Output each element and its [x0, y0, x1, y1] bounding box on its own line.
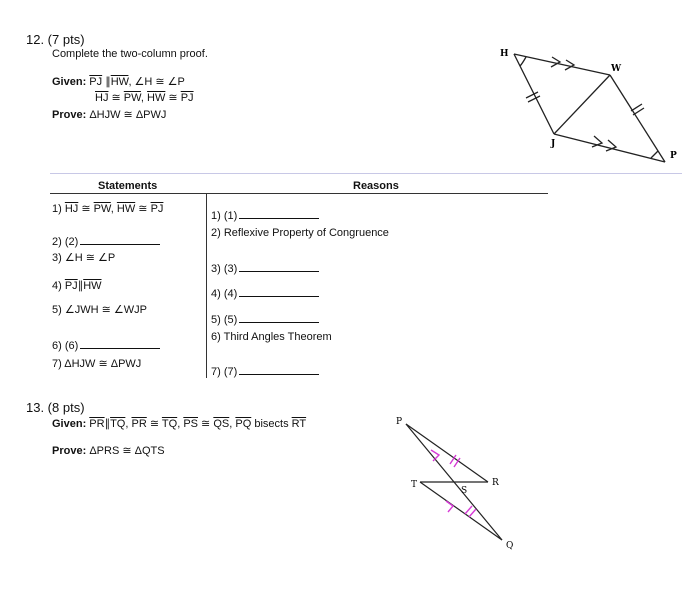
statement-2 [52, 234, 160, 248]
congruent-sign: ≅ [198, 418, 214, 430]
diagonal-jw-line [554, 75, 610, 134]
reason-7-label: 7) (7) [211, 366, 238, 378]
congruent-sign: ≅ [78, 203, 94, 215]
reason-7-blank[interactable] [239, 364, 319, 375]
segment-hw: $\overline{HW}$ [83, 280, 102, 292]
reason-3-blank[interactable] [239, 261, 319, 272]
prove-label: Prove: [52, 109, 87, 121]
tick-mark-icon [469, 509, 476, 517]
segment-hj: $\overline{HJ}$ [95, 92, 109, 104]
vertex-label-p: P [670, 151, 677, 161]
parallel-symbol: ∥ [105, 76, 111, 88]
segment-pj: $\overline{PJ}$ [150, 203, 164, 215]
vertex-label-w: W [611, 64, 622, 74]
separator: , [125, 418, 132, 430]
quadrilateral-figure [490, 40, 690, 170]
vertex-label-r: R [492, 478, 499, 488]
reason-2: 2) Reflexive Property of Congruence [211, 227, 389, 239]
segment-hw: $\overline{HW}$ [110, 76, 129, 88]
prove-statement: ΔPRS ≅ ΔQTS [89, 445, 165, 457]
statement-6-blank[interactable] [80, 338, 160, 349]
angle-arc-icon [520, 57, 526, 66]
angle-arc-icon [651, 151, 658, 158]
statement-3: 3) ∠H ≅ ∠P [52, 252, 116, 264]
statement-number: 1) [52, 203, 65, 215]
separator: , [229, 418, 236, 430]
bowtie-figure [390, 410, 530, 555]
statement-1 [52, 202, 163, 215]
reason-1 [211, 208, 319, 222]
reason-4-blank[interactable] [239, 286, 319, 297]
vertex-label-s: S [461, 486, 468, 496]
separator: , [177, 418, 184, 430]
table-header-rule [50, 193, 548, 194]
statement-2-blank[interactable] [80, 234, 160, 245]
reason-4 [211, 286, 319, 300]
statement-number: 4) [52, 280, 65, 292]
separator: , [140, 92, 148, 104]
problem-13-prove [52, 444, 165, 457]
reason-1-label: 1) (1) [211, 210, 238, 222]
reason-7 [211, 364, 319, 378]
statement-7: 7) ΔHJW ≅ ΔPWJ [52, 358, 142, 370]
problem-12-instruction: Complete the two-column proof. [52, 48, 208, 60]
reason-3-label: 3) (3) [211, 263, 238, 275]
reason-3 [211, 261, 319, 275]
segment-pj: $\overline{PJ}$ [89, 76, 103, 88]
reasons-header: Reasons [353, 180, 399, 192]
statement-2-label: 2) (2) [52, 236, 79, 248]
reason-1-blank[interactable] [239, 208, 319, 219]
reason-4-label: 4) (4) [211, 288, 238, 300]
segment-pj-line [554, 134, 665, 162]
statement-4 [52, 279, 102, 292]
problem-12-given-line2 [95, 91, 194, 104]
reason-5-label: 5) (5) [211, 314, 238, 326]
parallel-symbol: ∥ [77, 280, 84, 292]
given-label: Given: [52, 76, 87, 88]
problem-13-header: 13. (8 pts) [26, 400, 85, 415]
vertex-label-p: P [396, 417, 403, 427]
segment-wp-line [610, 75, 665, 162]
segment-hw: $\overline{HW}$ [147, 92, 166, 104]
bisects-text: bisects [251, 418, 292, 430]
segment-pw: $\overline{PW}$ [93, 203, 111, 215]
congruent-sign: ≅ [165, 92, 181, 104]
given-label: Given: [52, 418, 87, 430]
segment-pr: $\overline{PR}$ [131, 418, 147, 430]
segment-rt: $\overline{RT}$ [291, 418, 307, 430]
segment-tq: $\overline{TQ}$ [161, 418, 178, 430]
vertex-label-h: H [500, 49, 509, 59]
angle-congruence: , ∠H ≅ ∠P [128, 76, 185, 88]
problem-13-given [52, 417, 306, 430]
segment-pw: $\overline{PW}$ [123, 92, 141, 104]
segment-ps: $\overline{PS}$ [183, 418, 198, 430]
segment-hj: $\overline{HJ}$ [64, 203, 79, 215]
statement-5: 5) ∠JWH ≅ ∠WJP [52, 304, 147, 316]
congruent-sign: ≅ [108, 92, 124, 104]
segment-hw: $\overline{HW}$ [116, 203, 136, 215]
separator: , [110, 203, 117, 215]
segment-qs: $\overline{QS}$ [213, 418, 230, 430]
vertex-label-q: Q [506, 541, 514, 551]
reason-5 [211, 312, 319, 326]
reason-6: 6) Third Angles Theorem [211, 331, 332, 343]
problem-12-given-line1 [52, 75, 185, 88]
segment-pr: $\overline{PR}$ [89, 418, 105, 430]
parallel-symbol: ∥ [104, 418, 111, 430]
table-column-divider [206, 193, 207, 378]
reason-5-blank[interactable] [239, 312, 319, 323]
congruent-sign: ≅ [146, 418, 162, 430]
parallel-arrow-icon [446, 501, 453, 512]
vertex-label-t: T [411, 480, 418, 490]
segment-tq: $\overline{TQ}$ [110, 418, 126, 430]
statements-header: Statements [98, 180, 158, 192]
segment-pq: $\overline{PQ}$ [235, 418, 252, 430]
segment-pj: $\overline{PJ}$ [180, 92, 194, 104]
statement-6 [52, 338, 160, 352]
problem-12-header: 12. (7 pts) [26, 32, 85, 47]
table-top-rule [50, 173, 682, 174]
tick-mark-icon [465, 506, 472, 514]
congruent-sign: ≅ [135, 203, 151, 215]
vertex-label-j: J [551, 139, 556, 149]
problem-12-prove [52, 108, 166, 121]
segment-hw-line [514, 54, 610, 75]
prove-label: Prove: [52, 445, 87, 457]
prove-statement: ΔHJW ≅ ΔPWJ [89, 109, 167, 121]
segment-pj: $\overline{PJ}$ [64, 280, 78, 292]
statement-6-label: 6) (6) [52, 340, 79, 352]
